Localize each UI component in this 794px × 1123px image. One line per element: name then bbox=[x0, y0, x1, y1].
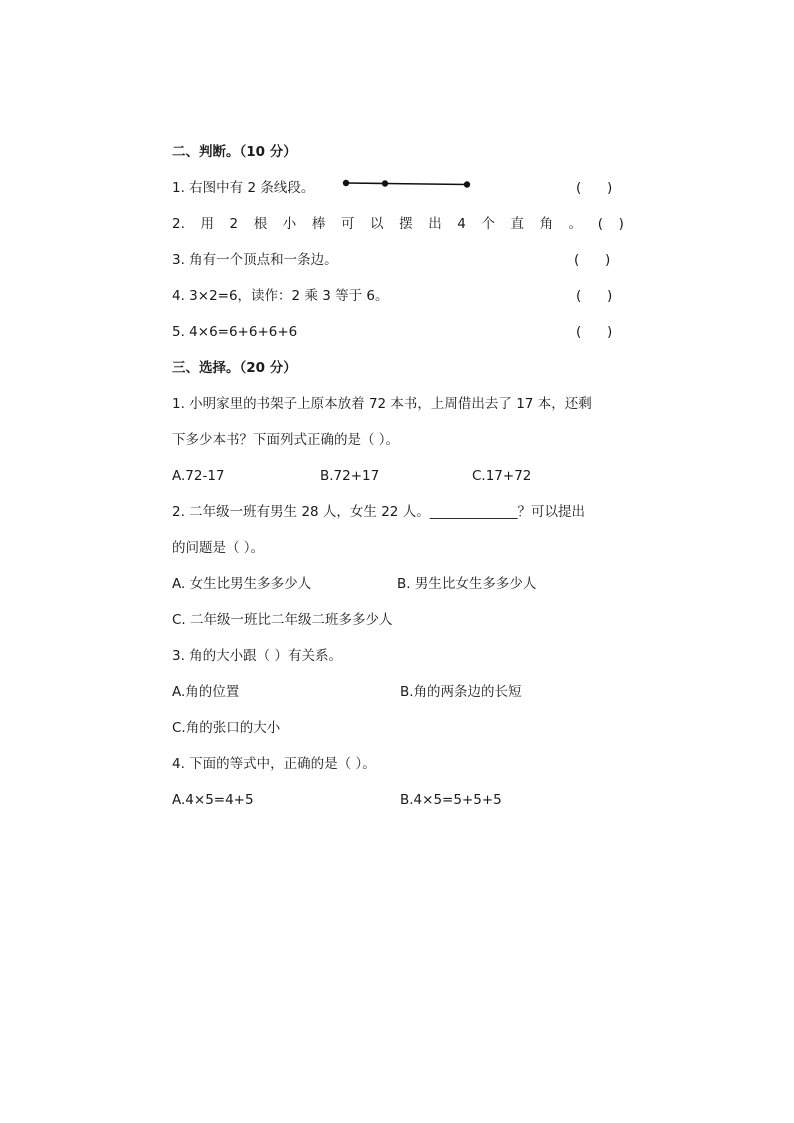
q4-line-1: 4. 下面的等式中，正确的是（ ）。 bbox=[172, 756, 376, 772]
line-segment-figure bbox=[340, 176, 480, 192]
q2-line-1: 2. 二年级一班有男生 28 人，女生 22 人。_____________？可以提出 bbox=[172, 504, 585, 520]
judge-item-2-char: 角 bbox=[539, 216, 554, 232]
endpoint-dot-left bbox=[343, 180, 349, 186]
judge-item-2-char: 4 bbox=[457, 216, 466, 232]
section-judge-heading: 二、判断。（10 分） bbox=[172, 144, 297, 160]
q4-option-b[interactable]: B.4×5=5+5+5 bbox=[400, 792, 502, 808]
q1-option-c[interactable]: C.17+72 bbox=[472, 468, 532, 484]
segment-right bbox=[385, 184, 467, 185]
segment-left bbox=[346, 183, 385, 184]
judge-item-3: 3. 角有一个顶点和一条边。 bbox=[172, 252, 338, 268]
judge-item-2-char: 小 bbox=[282, 216, 297, 232]
q2-option-a[interactable]: A. 女生比男生多多少人 bbox=[172, 576, 312, 592]
judge-item-2-char: 2. bbox=[172, 216, 185, 232]
judge-item-5: 5. 4×6=6+6+6+6 bbox=[172, 324, 298, 340]
judge-item-2-char: 摆 bbox=[399, 216, 413, 232]
answer-paren-open-2[interactable]: ( bbox=[597, 216, 604, 232]
endpoint-dot-middle bbox=[382, 180, 388, 186]
q2-line-2: 的问题是（ ）。 bbox=[172, 540, 265, 556]
judge-item-2-char: 棒 bbox=[311, 216, 326, 232]
q1-line-1: 1. 小明家里的书架子上原本放着 72 本书，上周借出去了 17 本，还剩 bbox=[172, 396, 592, 412]
judge-item-2-char: 可 bbox=[340, 216, 355, 232]
answer-paren-4[interactable]: ( ) bbox=[576, 288, 613, 304]
q3-option-c[interactable]: C.角的张口的大小 bbox=[172, 720, 281, 736]
q3-line-1: 3. 角的大小跟（ ）有关系。 bbox=[172, 648, 342, 664]
q3-option-a[interactable]: A.角的位置 bbox=[172, 684, 240, 700]
judge-item-2-char: 用 bbox=[200, 216, 214, 232]
judge-item-2-char: 直 bbox=[510, 216, 525, 232]
judge-item-4: 4. 3×2=6，读作：2 乘 3 等于 6。 bbox=[172, 288, 389, 304]
q1-option-a[interactable]: A.72-17 bbox=[172, 468, 225, 484]
q1-line-2: 下多少本书？下面列式正确的是（ ）。 bbox=[172, 432, 400, 448]
judge-item-2-char: 个 bbox=[481, 216, 495, 232]
judge-item-2-char: 2 bbox=[229, 216, 239, 232]
answer-paren-5[interactable]: ( ) bbox=[576, 324, 613, 340]
judge-item-2-char: 出 bbox=[428, 216, 442, 232]
q3-option-b[interactable]: B.角的两条边的长短 bbox=[400, 684, 522, 700]
judge-item-2-char: 。 bbox=[568, 216, 583, 232]
answer-paren-close-2[interactable]: ) bbox=[618, 216, 624, 232]
judge-item-2 bbox=[172, 214, 624, 234]
q2-option-b[interactable]: B. 男生比女生多多少人 bbox=[397, 576, 537, 592]
section-choice-heading: 三、选择。（20 分） bbox=[172, 360, 297, 376]
q4-option-a[interactable]: A.4×5=4+5 bbox=[172, 792, 254, 808]
endpoint-dot-right bbox=[464, 181, 470, 187]
judge-item-2-char: 根 bbox=[253, 216, 268, 232]
answer-paren-3[interactable]: ( ) bbox=[574, 252, 611, 268]
judge-item-2-char: 以 bbox=[370, 216, 384, 232]
q2-option-c[interactable]: C. 二年级一班比二年级二班多多少人 bbox=[172, 612, 393, 628]
q1-option-b[interactable]: B.72+17 bbox=[320, 468, 380, 484]
judge-item-1: 1. 右图中有 2 条线段。 bbox=[172, 180, 315, 196]
answer-paren-1[interactable]: ( ) bbox=[576, 180, 613, 196]
